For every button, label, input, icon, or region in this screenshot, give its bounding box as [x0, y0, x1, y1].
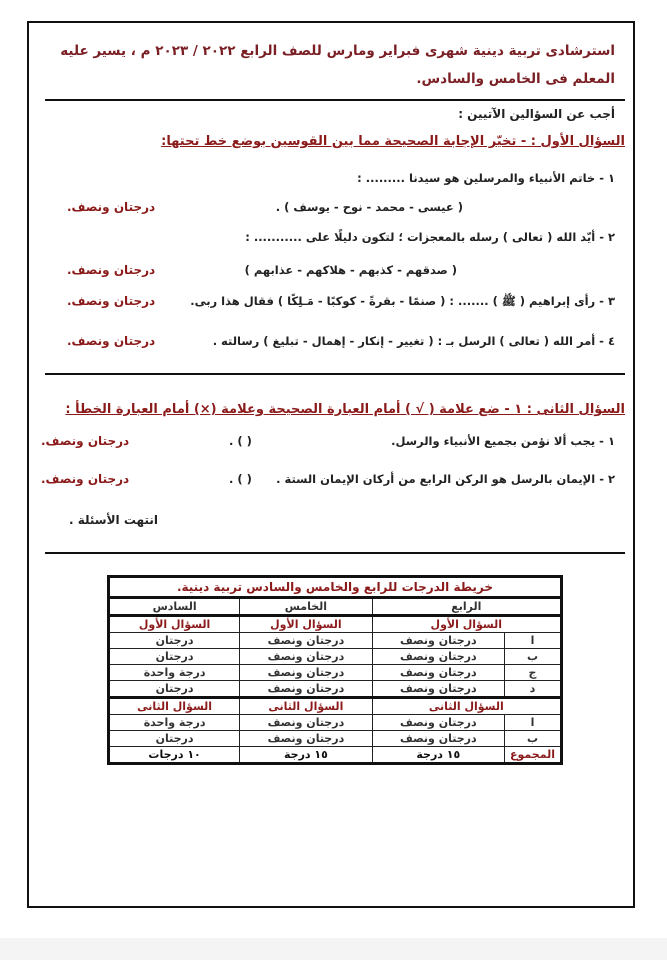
table-row — [109, 681, 562, 698]
cell-5th: درجتان ونصف — [240, 715, 372, 731]
cell-6th: درجة واحدة — [109, 715, 240, 731]
cell-6th: درجتان — [109, 649, 240, 665]
divider-middle — [45, 373, 625, 375]
q1-item-4: ٤ - أمر الله ( تعالى ) الرسل بـ : ( تغيير - إنكار - إهمال - تبليغ ) رسالته . — [212, 334, 615, 348]
grade-header-6th: السادس — [109, 598, 240, 616]
grade-header-4th: الرابع — [372, 598, 561, 616]
row-letter: ج — [505, 665, 562, 681]
q2-item-2-blank[interactable]: ( ) . — [229, 472, 252, 486]
question1-heading: السؤال الأول : - تخيّر الإجابة الصحيحة مما بين القوسين بوضع خط تحتها: — [161, 134, 625, 149]
q1-label-row — [109, 616, 562, 633]
exam-sheet — [27, 21, 635, 908]
total-6th: ١٠ درجات — [109, 747, 240, 764]
cell-4th: درجتان ونصف — [372, 665, 504, 681]
cell-6th: درجتان — [109, 633, 240, 649]
cell-5th: درجتان ونصف — [240, 665, 372, 681]
row-letter: ا — [505, 715, 562, 731]
total-4th: ١٥ درجة — [372, 747, 504, 764]
cell-4th: درجتان ونصف — [372, 633, 504, 649]
q1-item-2-mark: درجتان ونصف. — [67, 263, 156, 277]
row-letter: ب — [505, 731, 562, 747]
q1-label-6th: السؤال الأول — [109, 616, 240, 633]
cell-6th: درجة واحدة — [109, 665, 240, 681]
q1-item-3: ٣ - رأى إبراهيم ( ﷺ ) ....... : ( صنمًا - بقرةً - كوكبًا - مَـلِكًا ) فقال هذا ربى. — [190, 294, 615, 308]
total-label: المجموع — [505, 747, 562, 764]
q2-label-4th: السؤال الثانى — [372, 698, 561, 715]
table-row — [109, 633, 562, 649]
grades-table — [107, 575, 563, 765]
q1-item-2: ٢ - أيّد الله ( تعالى ) رسله بالمعجزات ؛ لتكون دليلًا على ........... : — [245, 230, 615, 244]
cell-6th: درجتان — [109, 681, 240, 698]
cell-4th: درجتان ونصف — [372, 649, 504, 665]
table-row — [109, 731, 562, 747]
q1-item-4-mark: درجتان ونصف. — [67, 334, 156, 348]
grade-header-5th: الخامس — [240, 598, 372, 616]
row-letter: ب — [505, 649, 562, 665]
end-note: انتهت الأسئلة . — [69, 513, 158, 527]
q2-item-2: ٢ - الإيمان بالرسل هو الركن الرابع من أركان الإيمان الستة . — [276, 472, 615, 486]
table-row — [109, 649, 562, 665]
page-bottom-band — [0, 938, 667, 960]
cell-5th: درجتان ونصف — [240, 731, 372, 747]
q1-item-1-mark: درجتان ونصف. — [67, 200, 156, 214]
grades-table-caption: خريطة الدرجات للرابع والخامس والسادس تربية دينية. — [109, 577, 562, 598]
cell-4th: درجتان ونصف — [372, 715, 504, 731]
q1-label-5th: السؤال الأول — [240, 616, 372, 633]
table-row — [109, 665, 562, 681]
cell-4th: درجتان ونصف — [372, 681, 504, 698]
q2-item-2-mark: درجتان ونصف. — [41, 472, 130, 486]
cell-5th: درجتان ونصف — [240, 649, 372, 665]
question2-heading: السؤال الثانى : ١ - ضع علامة ( √ ) أمام العبارة الصحيحة وعلامة (×) أمام العبارة الخطأ : — [65, 402, 625, 417]
total-5th: ١٥ درجة — [240, 747, 372, 764]
cell-6th: درجتان — [109, 731, 240, 747]
table-row — [109, 715, 562, 731]
q2-item-1-mark: درجتان ونصف. — [41, 434, 130, 448]
cell-4th: درجتان ونصف — [372, 731, 504, 747]
divider-top — [45, 99, 625, 101]
totals-row — [109, 747, 562, 764]
q2-item-1: ١ - يجب ألا نؤمن بجميع الأنبياء والرسل. — [391, 434, 615, 448]
cell-5th: درجتان ونصف — [240, 633, 372, 649]
grades-header-row — [109, 598, 562, 616]
row-letter: د — [505, 681, 562, 698]
q2-label-row — [109, 698, 562, 715]
q1-item-1: ١ - خاتم الأنبياء والمرسلين هو سيدنا ......... : — [357, 171, 615, 185]
grades-caption-row — [109, 577, 562, 598]
q1-item-3-mark: درجتان ونصف. — [67, 294, 156, 308]
q2-label-6th: السؤال الثانى — [109, 698, 240, 715]
q1-item-2-choices: ( صدقهم - كذبهم - هلاكهم - عذابهم ) — [244, 263, 457, 277]
q2-item-1-blank[interactable]: ( ) . — [229, 434, 252, 448]
q1-item-1-choices: ( عيسى - محمد - نوح - يوسف ) . — [275, 200, 463, 214]
instruction: أجب عن السؤالين الآتيين : — [458, 107, 615, 121]
q1-label-4th: السؤال الأول — [372, 616, 561, 633]
divider-bottom — [45, 552, 625, 554]
q2-label-5th: السؤال الثانى — [240, 698, 372, 715]
cell-5th: درجتان ونصف — [240, 681, 372, 698]
row-letter: ا — [505, 633, 562, 649]
exam-title: استرشادى تربية دينية شهرى فبراير ومارس للصف الرابع ٢٠٢٢ / ٢٠٢٣ م ، يسير عليه المعلم فى الخامس والسادس. — [60, 43, 615, 87]
